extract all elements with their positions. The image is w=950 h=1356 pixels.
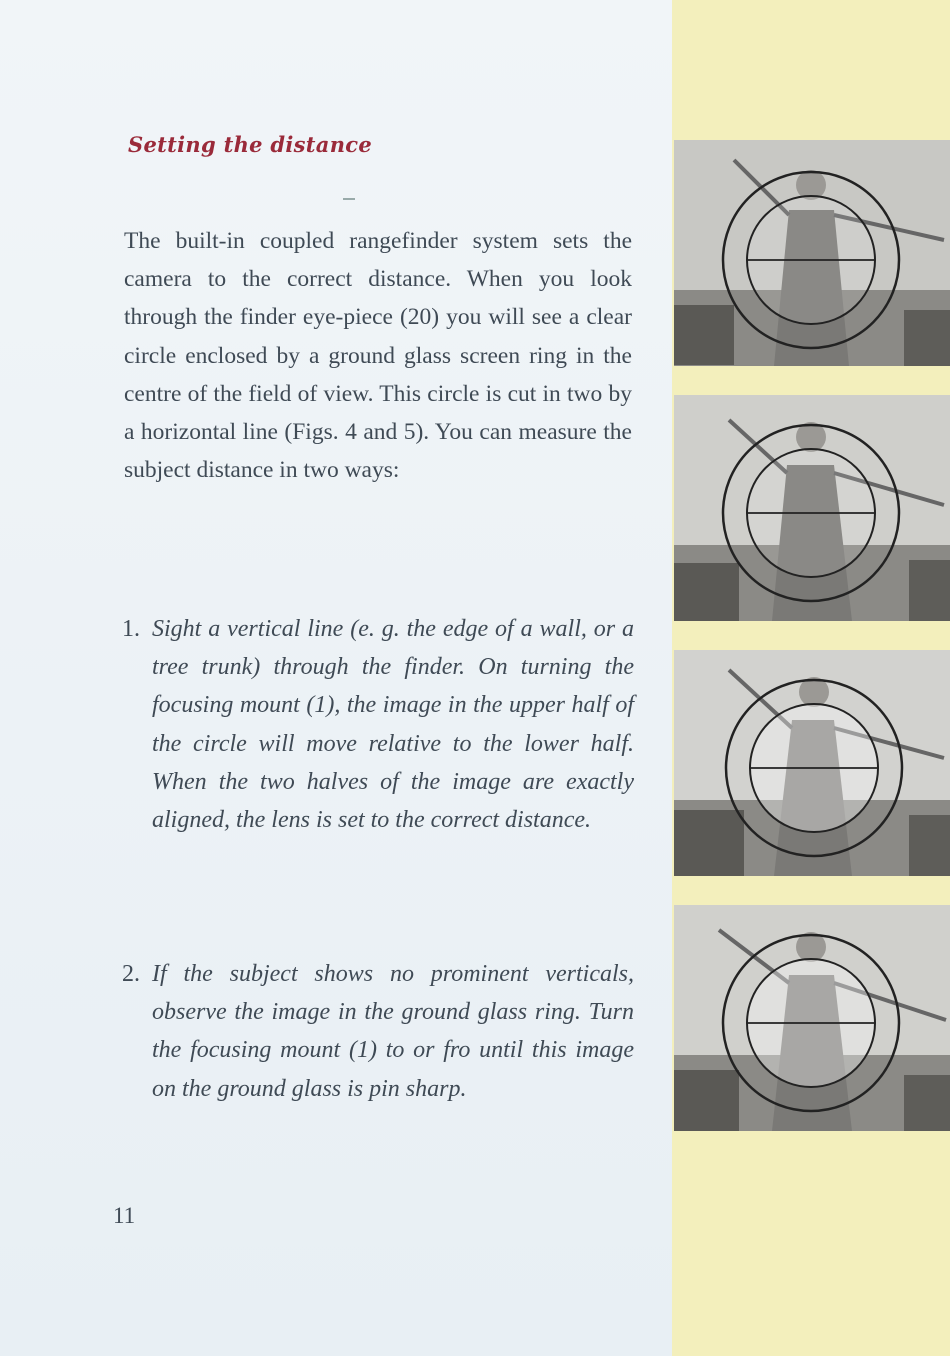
list-item-number: 2.: [122, 961, 140, 987]
page-number: 11: [113, 1203, 136, 1228]
list-item: [122, 955, 634, 1108]
intro-paragraph: The built-in coupled rangefinder system sets the camera to the correct distance. When you look through the finder eye-piece (20) you will see a clear circle enclosed by a ground glass screen ring in the centre of the field of view. This circle is cut in two by a horizontal line (Figs. 4 and 5). You can measure the subject distance in two ways:: [124, 228, 632, 484]
list-item-number: 1.: [122, 616, 140, 642]
list-item-text: If the subject shows no prominent verticals, observe the image in the ground glass ring. Turn the focusing mount (1) to or fro until this image on the ground glass is pin sharp.: [152, 961, 634, 1102]
rangefinder-photo-1: [674, 140, 950, 366]
decorative-dash: [343, 198, 355, 200]
list-item: [122, 610, 634, 839]
rangefinder-photo-2: [674, 395, 950, 621]
rangefinder-photo-4: [674, 905, 950, 1131]
rangefinder-photo-3: [674, 650, 950, 876]
list-item-text: Sight a vertical line (e. g. the edge of a wall, or a tree trunk) through the finder. On turning the focusing mount (1), the image in the upper half of the circle will move relative to the lower half. When the two halves of the image are exactly aligned, the lens is set to the correct distance.: [152, 616, 634, 834]
section-heading: Setting the distance: [128, 132, 373, 157]
